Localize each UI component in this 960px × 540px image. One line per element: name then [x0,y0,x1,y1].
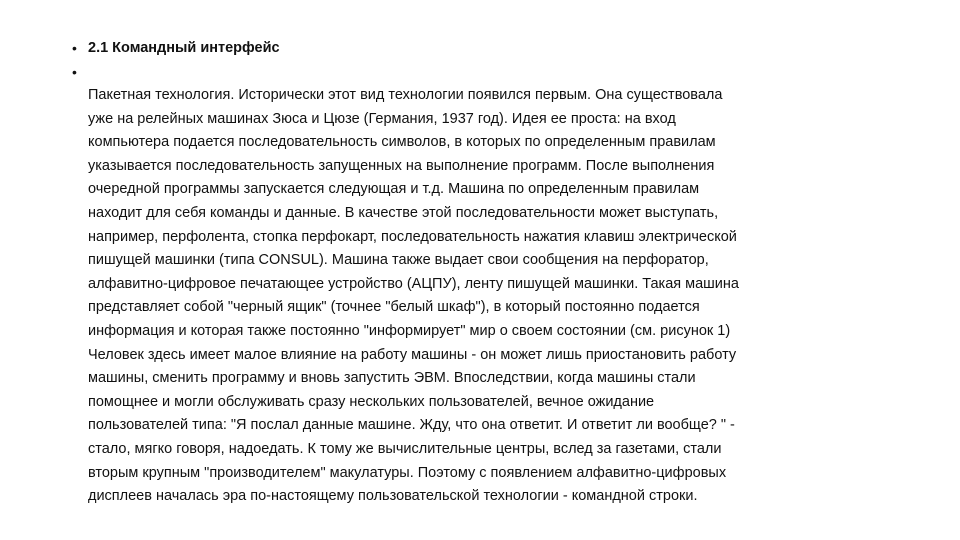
bullet-heading [72,36,902,60]
paragraph-line: стало, мягко говоря, надоедать. К тому же вычислительные центры, вслед за газетами, стали [88,440,722,457]
section-heading: 2.1 Командный интерфейс [88,40,280,56]
paragraph-line: пользователей типа: "Я послал данные машине. Жду, что она ответит. И ответит ли вообще? " - [88,417,735,434]
paragraph-line: помощнее и могли обслуживать сразу нескольких пользователей, вечное ожидание [88,393,655,410]
paragraph-line: информация и которая также постоянно "информирует" мир о своем состоянии (см. рисунок 1) [88,322,731,339]
paragraph-line: Человек здесь имеет малое влияние на работу машины - он может лишь приостановить работу [88,346,737,363]
bullet-marker: • [72,64,77,80]
paragraph-line: очередной программы запускается следующая и т.д. Машина по определенным правилам [88,181,700,198]
paragraph-line: уже на релейных машинах Зюса и Цюзе (Германия, 1937 год). Идея ее проста: на вход [88,110,676,127]
paragraph-line: пишущей машинки (типа CONSUL). Машина также выдает свои сообщения на перфоратор, [88,252,709,269]
bullet-paragraph [72,60,902,509]
bullet-marker: • [72,40,77,56]
paragraph-line: компьютера подается последовательность символов, в которых по определенным правилам [88,134,716,151]
paragraph-text [88,84,902,509]
paragraph-line: представляет собой "черный ящик" (точнее "белый шкаф"), в который постоянно подается [88,299,700,316]
paragraph-line: например, перфолента, стопка перфокарт, последовательность нажатия клавиш электрической [88,228,737,245]
paragraph-line: находит для себя команды и данные. В качестве этой последовательности может выступать, [88,204,719,221]
paragraph-line: машины, сменить программу и вновь запустить ЭВМ. Впоследствии, когда машины стали [88,370,696,387]
paragraph-line: алфавитно-цифровое печатающее устройство (АЦПУ), ленту пишущей машинки. Такая машина [88,275,739,292]
paragraph-line: указывается последовательность запущенных на выполнение программ. После выполнения [88,157,715,174]
paragraph-line: вторым крупным "производителем" макулатуры. Поэтому с появлением алфавитно-цифровых [88,464,727,481]
empty-bullet-line [88,60,902,84]
bullet-list [72,36,902,509]
paragraph-line: Пакетная технология. Исторически этот вид технологии появился первым. Она существовала [88,87,723,103]
paragraph-line: дисплеев началась эра по-настоящему пользовательской технологии - командной строки. [88,488,698,505]
